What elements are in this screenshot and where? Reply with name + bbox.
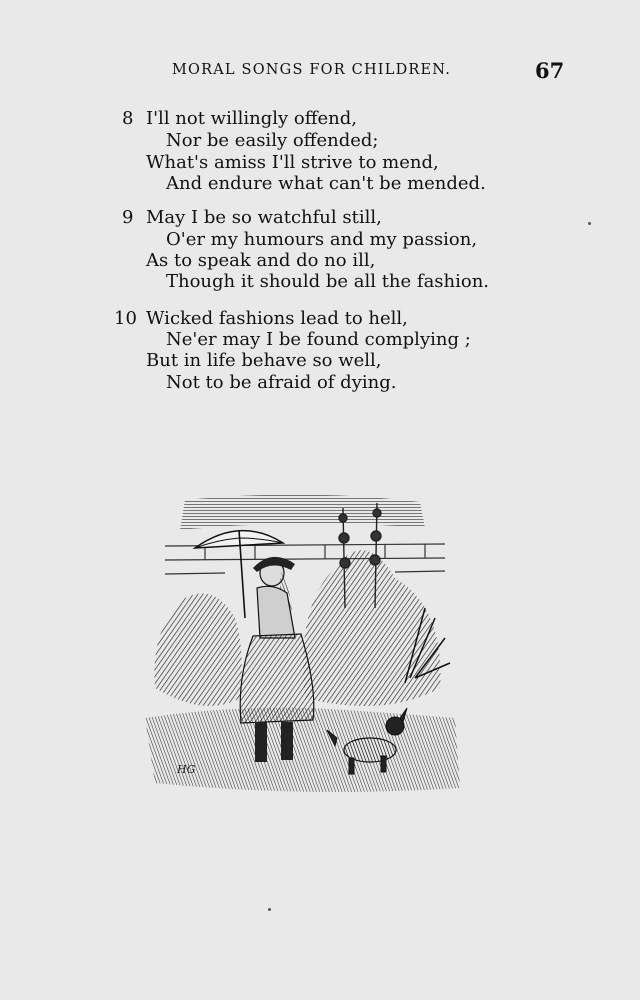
verse-line: May I be so watchful still, [146, 207, 382, 228]
verse-line: O'er my humours and my passion, [166, 229, 478, 250]
running-head: MORAL SONGS FOR CHILDREN. [172, 62, 452, 78]
verse-line: Though it should be all the fashion. [166, 271, 490, 292]
verse-line: But in life behave so well, [146, 350, 382, 371]
left-bush [154, 594, 241, 707]
verse-line: Wicked fashions lead to hell, [146, 308, 408, 329]
page-speck [268, 908, 271, 911]
verse-line: Ne'er may I be found complying ; [166, 329, 471, 350]
page-speck [588, 222, 591, 225]
garden-wall [165, 544, 445, 574]
verse-line: Not to be afraid of dying. [166, 372, 397, 393]
sky [180, 494, 425, 530]
stanza-number: 8 [122, 108, 134, 129]
verse-line: What's amiss I'll strive to mend, [146, 152, 439, 173]
verse-line: I'll not willingly offend, [146, 108, 357, 129]
stanza-number: 9 [122, 207, 134, 228]
stanza-number: 10 [114, 308, 137, 329]
page-number: 67 [535, 58, 565, 83]
verse-line: And endure what can't be mended. [166, 173, 486, 194]
verse-line: Nor be easily offended; [166, 130, 379, 151]
woodcut-illustration [145, 488, 465, 798]
verse-line: As to speak and do no ill, [146, 250, 376, 271]
skirt [240, 634, 314, 723]
engraver-signature: HG [177, 763, 196, 776]
